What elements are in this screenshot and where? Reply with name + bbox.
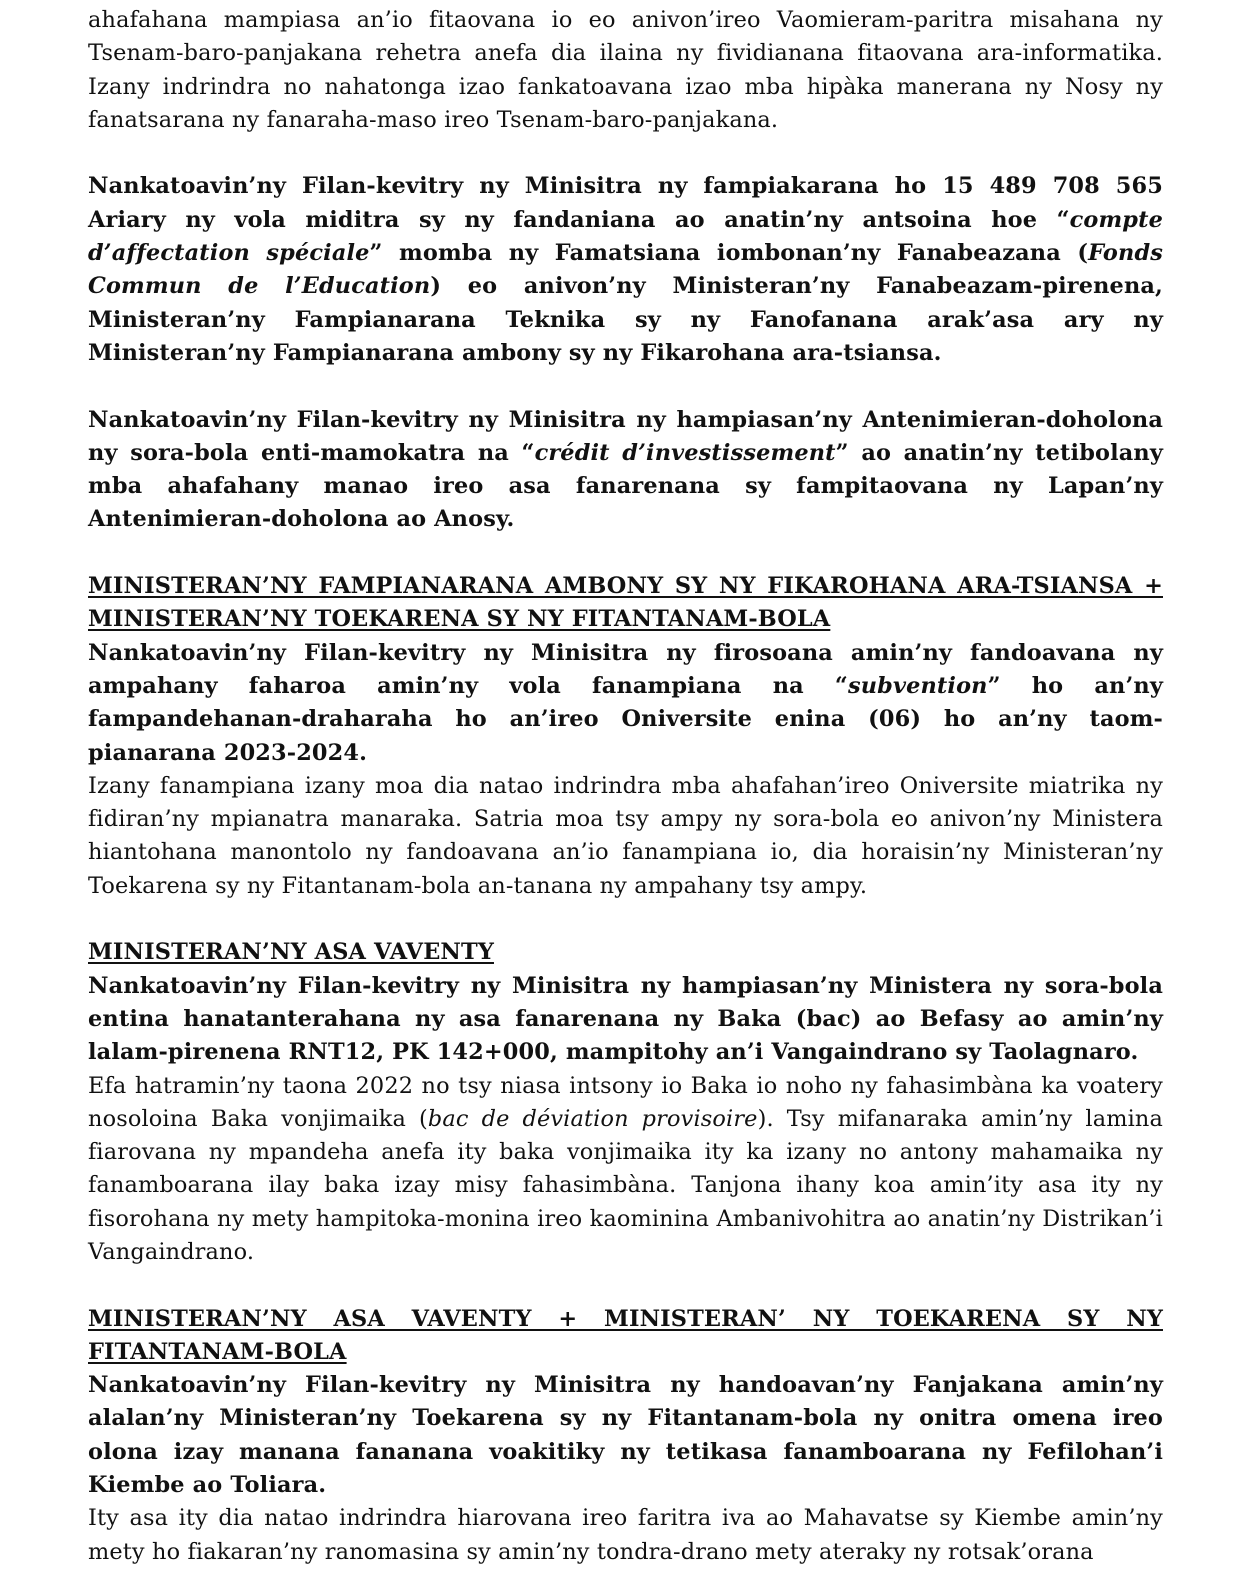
paragraph-university-subvention-explanation: Izany fanampiana izany moa dia natao indrindra mba ahafahan’ireo Oniversite miatrika ny fidiran’ny mpianatra manaraka. Satria moa tsy ampy ny sora-bola eo anivon’ny Ministera hiantohana manontolo ny fandoavana an’io fanampiana io, dia horaisin’ny Ministeran’ny Toekarena sy ny Fitantanam-bola an-tanana ny ampahany tsy ampy. xyxy=(88,772,1163,899)
section-heading-public-works: MINISTERAN’NY ASA VAVENTY xyxy=(88,939,494,966)
document-page xyxy=(88,4,1163,1569)
education-fund-text-c: ) eo anivon’ny Ministeran’ny Fanabeazam-pirenena, Ministeran’ny Fampianarana Teknika sy ny Fanofanana arak’asa ary ny Ministeran’ny Fampianarana ambony sy ny Fikarohana ara-tsiansa. xyxy=(88,273,1163,366)
paragraph-procurement-continuation: ahafahana mampiasa an’io fitaovana io eo anivon’ireo Vaomieram-paritra misahana ny Tsenam-baro-panjakana rehetra anefa dia ilaina ny fividianana fitaovana ara-informatika. Izany indrindra no nahatonga izao fankatoavana izao mba hipàka manerana ny Nosy ny fanatsarana ny fanaraha-maso ireo Tsenam-baro-panjakana. xyxy=(88,7,1163,133)
subvention-text-b: ” ho an’ny fampandehanan-draharaha ho an’ireo Oniversite enina (06) ho an’ny taom-pianarana 2023-2024. xyxy=(88,672,1163,766)
paragraph-kiembe-compensation-decision: Nankatoavin’ny Filan-kevitry ny Minisitra ny handoavan’ny Fanjakana amin’ny alalan’ny Ministeran’ny Toekarena sy ny Fitantanam-bola ny onitra omena ireo olona izay manana fananana voakitiky ny tetikasa fanamboarana ny Fefilohan’i Kiembe ao Toliara. xyxy=(88,1372,1163,1499)
ferry-text-b: ). Tsy mifanaraka amin’ny lamina fiarovana ny mpandeha anefa ity baka vonjimaika ity ka izany no antony mahamaika ny fanamboarana ilay baka izay misy fahasimbàna. Tanjona ihany koa amin’ity asa ity ny fisorohana ny mety hampitoka-monina ireo kaominina Ambanivohitra ao anatin’ny Distrikan’i Vangaindrano. xyxy=(88,1105,1163,1265)
subvention-text-a: Nankatoavin’ny Filan-kevitry ny Minisitra ny firosoana amin’ny fandoavana ny ampahany faharoa amin’ny vola fanampiana na “ xyxy=(88,639,1163,699)
subvention-italic-term: subvention xyxy=(847,672,988,699)
education-fund-text-a: Nankatoavin’ny Filan-kevitry ny Minisitra ny fampiakarana ho 15 489 708 565 Ariary ny vola miditra sy ny fandaniana ao anatin’ny antsoina hoe “ xyxy=(88,173,1163,233)
senate-credit-italic-term: crédit d’investissement xyxy=(534,439,836,466)
paragraph-education-fund-decision xyxy=(88,170,1163,370)
ferry-italic-term: bac de déviation provisoire xyxy=(427,1105,758,1132)
section-heading-public-works-and-finance: MINISTERAN’NY ASA VAVENTY + MINISTERAN’ NY TOEKARENA SY NY FITANTANAM-BOLA xyxy=(88,1305,1163,1365)
paragraph-befasy-ferry-decision: Nankatoavin’ny Filan-kevitry ny Minisitra ny hampiasan’ny Ministera ny sora-bola entina hanatanterahana ny asa fanarenana ny Baka (bac) ao Befasy ao amin’ny lalam-pirenena RNT12, PK 142+000, mampitohy an’i Vangaindrano sy Taolagnaro. xyxy=(88,972,1163,1066)
section-heading-higher-education: MINISTERAN’NY FAMPIANARANA AMBONY SY NY FIKAROHANA ARA-TSIANSA + MINISTERAN’NY TOEKARENA SY NY FITANTANAM-BOLA xyxy=(88,573,1163,633)
paragraph-senate-credit-decision xyxy=(88,404,1163,537)
paragraph-kiembe-compensation-explanation: Ity asa ity dia natao indrindra hiarovana ireo faritra iva ao Mahavatse sy Kiembe amin’ny mety ho fiakaran’ny ranomasina sy amin’ny tondra-drano mety ateraky ny rotsak’orana xyxy=(88,1505,1163,1565)
senate-credit-text-b: ” ao anatin’ny tetibolany mba ahafahany manao ireo asa fanarenana sy fampitaovana ny Lapan’ny Antenimieran-doholona ao Anosy. xyxy=(88,439,1164,533)
ferry-text-a: Efa hatramin’ny taona 2022 no tsy niasa intsony io Baka io noho ny fahasimbàna ka voatery nosoloina Baka vonjimaika ( xyxy=(88,1072,1163,1132)
paragraph-university-subvention-decision xyxy=(88,637,1163,770)
education-fund-text-b: ” momba ny Famatsiana iombonan’ny Fanabeazana ( xyxy=(369,240,1089,267)
paragraph-befasy-ferry-explanation xyxy=(88,1070,1163,1270)
education-fund-italic-term-1: compte d’affectation spéciale xyxy=(88,206,1163,267)
education-fund-italic-term-2: Fonds Commun de l’Education xyxy=(88,240,1164,300)
senate-credit-text-a: Nankatoavin’ny Filan-kevitry ny Minisitra ny hampiasan’ny Antenimieran-doholona ny sora-bola enti-mamokatra na “ xyxy=(88,406,1163,466)
